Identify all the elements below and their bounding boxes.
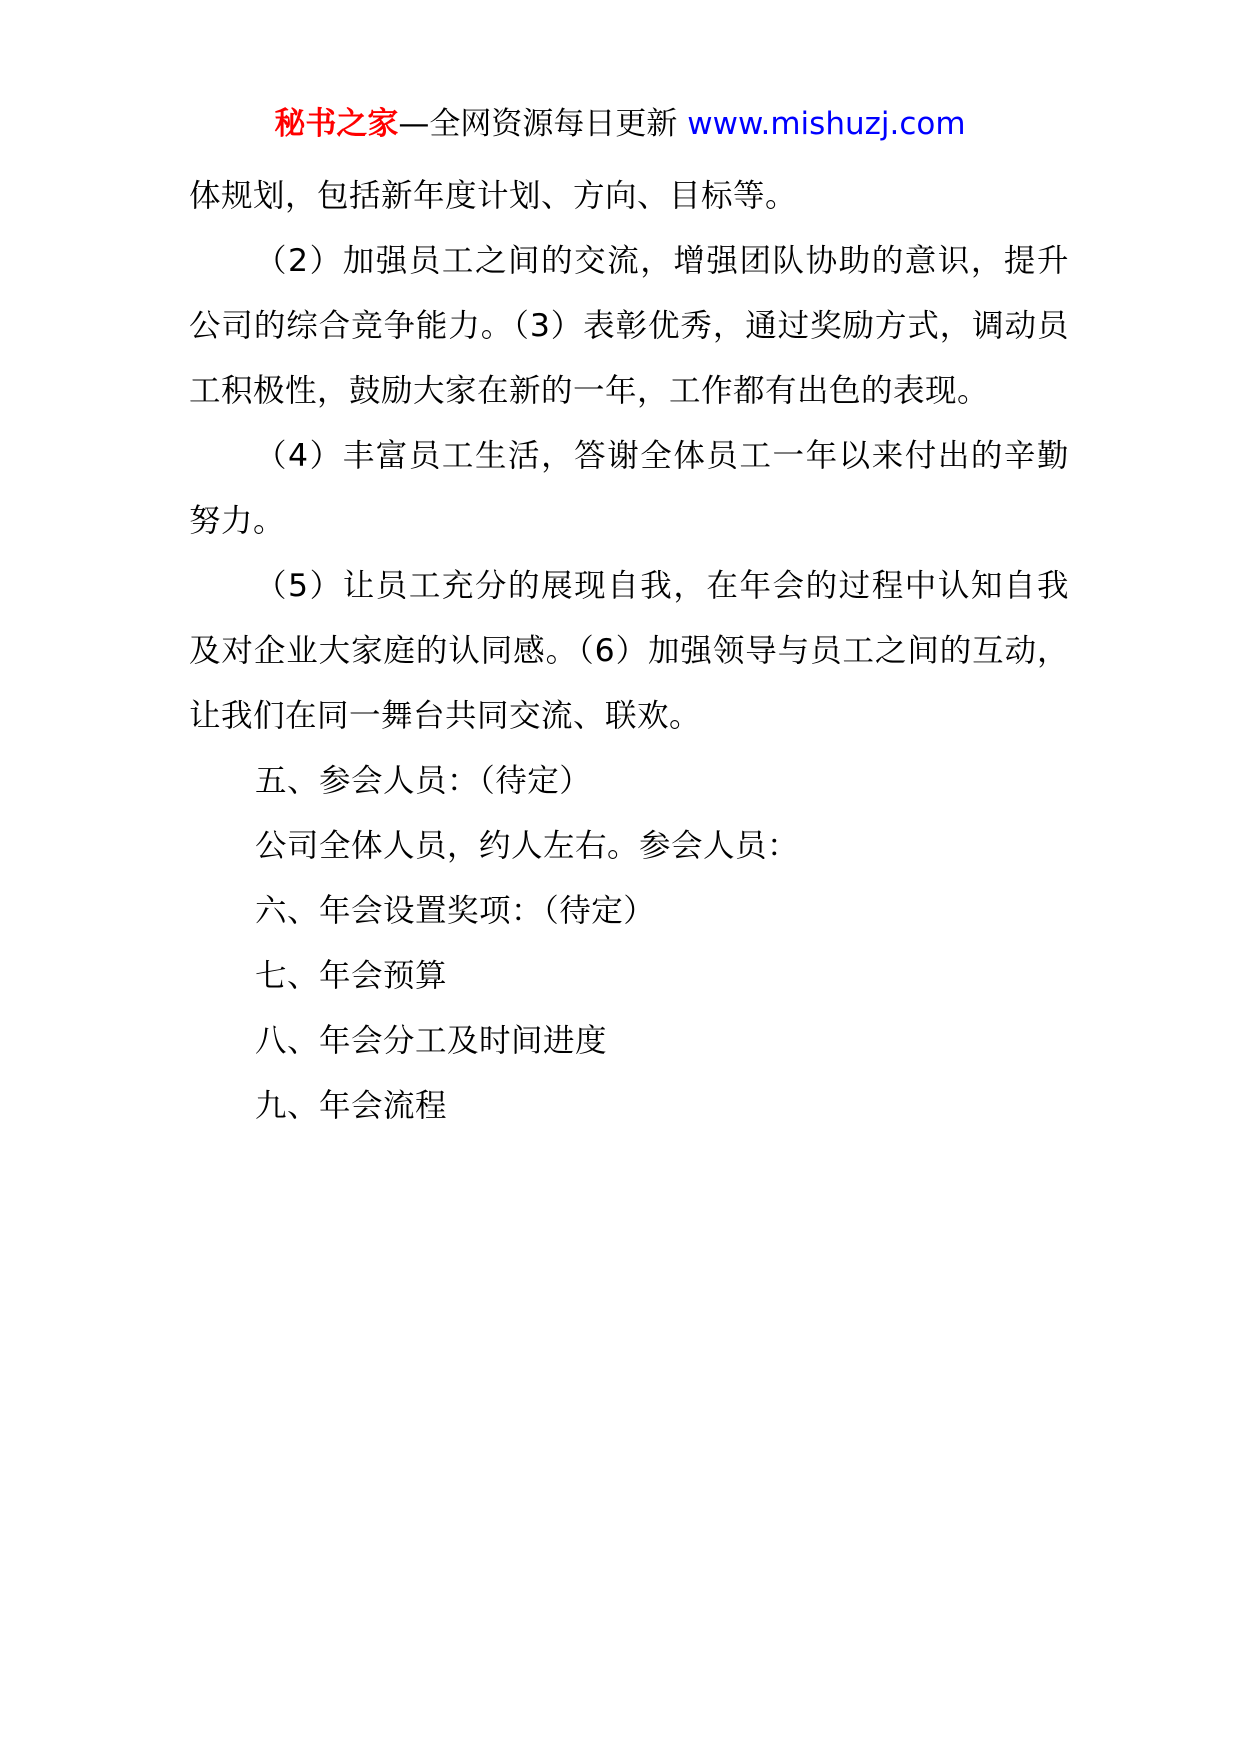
- brand-name: 秘书之家: [274, 106, 399, 142]
- document-body: [189, 164, 1069, 1139]
- paragraph-goal-2-3: （2）加强员工之间的交流，增强团队协助的意识，提升公司的综合竞争能力。（3）表彰优秀，通过奖励方式，调动员工积极性，鼓励大家在新的一年，工作都有出色的表现。: [189, 243, 1069, 409]
- section-heading-attendees: 五、参会人员：（待定）: [255, 763, 592, 799]
- section-heading-schedule: 八、年会分工及时间进度: [255, 1023, 608, 1059]
- section-heading-awards: 六、年会设置奖项：（待定）: [255, 893, 656, 929]
- paragraph-goal-4: （4）丰富员工生活，答谢全体员工一年以来付出的辛勤努力。: [189, 438, 1069, 539]
- section-heading-budget: 七、年会预算: [255, 958, 448, 994]
- attendees-description: 公司全体人员，约人左右。参会人员：: [255, 828, 800, 864]
- paragraph-continued: 体规划，包括新年度计划、方向、目标等。: [189, 178, 798, 214]
- paragraph-goal-5-6: （5）让员工充分的展现自我，在年会的过程中认知自我及对企业大家庭的认同感。（6）加强领导与员工之间的互动，让我们在同一舞台共同交流、联欢。: [189, 568, 1069, 734]
- section-heading-process: 九、年会流程: [255, 1088, 448, 1124]
- page-header: [0, 102, 1240, 146]
- header-url-link[interactable]: www.mishuzj.com: [687, 106, 966, 142]
- header-slogan: —全网资源每日更新: [398, 106, 688, 142]
